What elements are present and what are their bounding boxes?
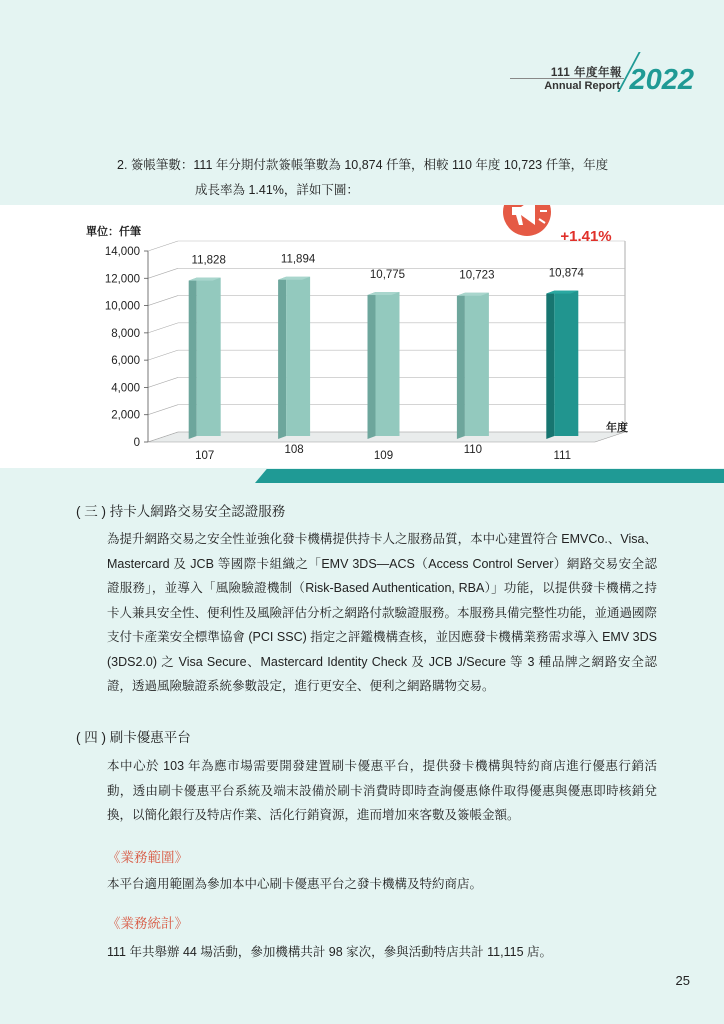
gridline-diagonal	[148, 296, 178, 306]
y-tick-label: 2,000	[111, 409, 140, 422]
intro-line-1: 2. 簽帳筆數：111 年分期付款簽帳筆數為 10,874 仟筆，相較 110 年度 10,723 仟筆，年度	[117, 158, 609, 172]
chart-panel	[0, 205, 724, 468]
chart-bars	[189, 277, 579, 439]
gridline-diagonal	[148, 405, 178, 415]
bar	[376, 292, 400, 436]
y-tick-label: 0	[133, 437, 140, 449]
y-tick-label: 6,000	[111, 355, 140, 368]
gridline-diagonal	[148, 377, 178, 387]
gridline-diagonal	[148, 268, 178, 278]
scope-heading: 《業務範圍》	[107, 850, 188, 865]
section3-title: ( 三 ) 持卡人網路交易安全認證服務	[76, 504, 286, 519]
bar-side	[457, 293, 465, 439]
section3-body: 為提升網路交易之安全性並強化發卡機構提供持卡人之服務品質，本中心建置符合 EMVCo.、Visa、Mastercard 及 JCB 等國際卡組織之「EMV 3DS—ACS（Access Control Server）網路交易安全認證服務」，並導入「風險驗證機制（Risk-Based Authentication, RBA）」功能，以提供發卡機構之持卡人兼具安全性、便利性及風險評估分析之網路付款驗證服務。本服務具備完整性功能，並通過國際支付卡產業安全標準協會 (PCI SSC) 指定之評鑑機構查核，並因應發卡機構業務需求導入 EMV 3DS (3DS2.0) 之 Visa Secure、Mastercard Identity Check 及 JCB J/Secure 等 3 種品牌之網路安全認證，透過風險驗證系統參數設定，進行更安全、便利之網路購物交易。	[107, 532, 658, 693]
stats-heading: 《業務統計》	[107, 916, 188, 931]
header-year-line: 111 年度年報	[550, 67, 622, 79]
intro-line-2: 成長率為 1.41%，詳如下圖：	[195, 183, 359, 197]
chart-intro	[117, 153, 608, 203]
x-tick-label: 108	[284, 444, 304, 456]
x-tick-label: 109	[373, 450, 394, 462]
x-axis-label: 年度	[606, 422, 628, 434]
value-label: 10,775	[369, 268, 406, 281]
x-tick-label: 107	[195, 450, 215, 462]
y-tick-label: 8,000	[111, 327, 140, 340]
bar	[465, 293, 489, 436]
gridline-diagonal	[148, 323, 178, 333]
megaphone-badge	[503, 205, 551, 236]
x-tick-label: 110	[463, 444, 483, 456]
value-label: 11,894	[280, 253, 316, 266]
bar	[554, 291, 578, 436]
y-tick-label: 12,000	[104, 273, 140, 286]
report-header	[514, 48, 694, 98]
bar-side	[546, 291, 554, 439]
bar	[197, 278, 221, 436]
gridline-diagonal	[148, 350, 178, 360]
gridline-diagonal	[148, 241, 178, 251]
header-year-big: 2022	[629, 64, 694, 96]
y-tick-label: 14,000	[104, 246, 140, 258]
value-label: 11,828	[191, 254, 226, 267]
value-label: 10,723	[459, 269, 495, 282]
decorative-teal-band	[255, 469, 724, 483]
y-tick-label: 4,000	[111, 382, 140, 395]
bar	[286, 277, 310, 436]
stats-text: 111 年共舉辦 44 場活動，參加機構共計 98 家次，參與活動特店共計 11,115 店。	[107, 945, 552, 959]
x-tick-label: 111	[553, 450, 572, 462]
growth-callout: +1.41%	[560, 228, 612, 245]
y-tick-label: 10,000	[104, 300, 140, 313]
bar-side	[368, 292, 376, 439]
bar-side	[278, 277, 286, 439]
page-number: 25	[675, 973, 690, 988]
section4-title: ( 四 ) 刷卡優惠平台	[76, 730, 191, 745]
header-annual-report: Annual Report	[544, 80, 620, 92]
x-axis-ticks	[195, 444, 571, 462]
scope-text: 本平台適用範圍為參加本中心刷卡優惠平台之發卡機構及特約商店。	[107, 877, 483, 891]
y-axis-ticks	[105, 246, 140, 449]
section4-body: 本中心於 103 年為應市場需要開發建置刷卡優惠平台，提供發卡機構與特約商店進行優惠行銷活動，透由刷卡優惠平台系統及端末設備於刷卡消費時即時查詢優惠條件取得優惠與優惠即時核銷兌換，以簡化銀行及特店作業、活化行銷資源，進而增加來客數及簽帳金額。	[107, 759, 657, 822]
value-labels	[192, 254, 585, 282]
value-label: 10,874	[548, 267, 584, 280]
chart-unit-label: 單位：仟筆	[86, 226, 141, 238]
bar-chart	[0, 205, 724, 468]
bar-side	[189, 278, 197, 439]
